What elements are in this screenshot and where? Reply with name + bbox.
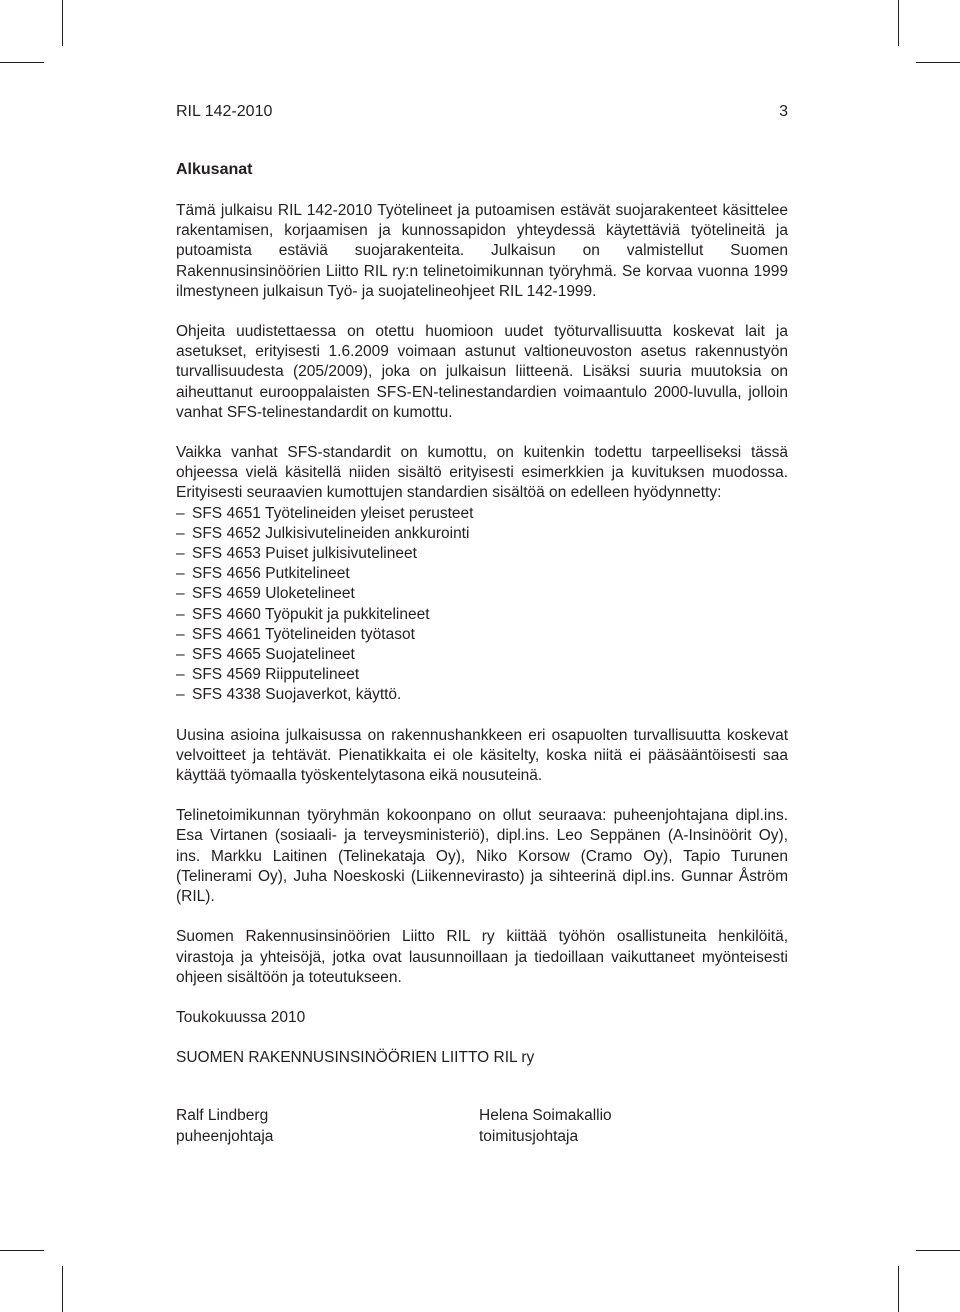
signer-name: Ralf Lindberg [176,1107,269,1125]
dash-bullet: – [176,565,185,583]
dash-bullet: – [176,585,185,603]
signer-name: Helena Soimakallio [479,1107,612,1125]
page-number: 3 [779,103,788,120]
list-item: – SFS 4338 Suojaverkot, käyttö. [176,685,788,705]
signer-role: toimitusjohtaja [479,1127,579,1145]
paragraph-new-topics: Uusina asioina julkaisussa on rakennushankkeen eri osapuolten turvallisuutta koskevat velvoitteet ja tehtävät. Pienatikkaita ei ole käsitelty, koska niitä ei pääsääntöisesti saa käyttää työmaalla työskentelytasona eikä nousuteinä. [176,726,788,785]
dash-bullet: – [176,605,185,623]
paragraph-intro: Tämä julkaisu RIL 142-2010 Työtelineet ja putoamisen estävät suojarakenteet käsittelee rakentamisen, korjaamisen ja kunnossapidon yhteydessä käytettäviä työtelineitä ja putoamista estäviä suojarakenteita. Julkaisun on valmistellut Suomen Rakennusinsinöörien Liitto RIL ry:n telinetoimikunnan työryhmä. Se korvaa vuonna 1999 ilmestyneen julkaisun Työ- ja suojatelineohjeet RIL 142-1999. [176,202,788,300]
crop-mark-bottom-right [898,1266,899,1312]
crop-mark-bottom-left [62,1266,63,1312]
signer-role: puheenjohtaja [176,1127,274,1145]
crop-mark-top-right-h [916,62,960,63]
closing-organization: SUOMEN RAKENNUSINSINÖÖRIEN LIITTO RIL ry [176,1049,535,1067]
list-item: – SFS 4665 Suojatelineet [176,645,788,665]
list-item: – SFS 4653 Puiset julkisivutelineet [176,544,788,564]
paragraph-updates: Ohjeita uudistettaessa on otettu huomioon uudet työturvallisuutta koskevat lait ja asetukset, erityisesti 1.6.2009 voimaan astunut valtioneuvoston asetus rakennustyön turvallisuudesta (205/2009), joka on julkaisun liitteenä. Lisäksi suuria muutoksia on aiheuttanut eurooppalaisten SFS-EN-telinestandardien voimaantulo 2000-luvulla, jolloin vanhat SFS-telinestandardit on kumottu. [176,323,788,421]
crop-mark-top-right [898,0,899,46]
crop-mark-bottom-right-h [916,1250,960,1251]
crop-mark-bottom-left-h [0,1250,44,1251]
list-item: – SFS 4652 Julkisivutelineiden ankkurointi [176,524,788,544]
dash-bullet: – [176,646,185,664]
list-item: – SFS 4651 Työtelineiden yleiset perusteet [176,504,788,524]
standards-list [176,504,788,706]
signer-director [479,1106,782,1146]
crop-mark-top-left [62,0,63,46]
dash-bullet: – [176,666,185,684]
crop-mark-top-left-h [0,62,44,63]
publication-code: RIL 142-2010 [176,103,273,120]
list-item: – SFS 4660 Työpukit ja pukkitelineet [176,605,788,625]
dash-bullet: – [176,524,185,542]
dash-bullet: – [176,625,185,643]
paragraph-thanks: Suomen Rakennusinsinöörien Liitto RIL ry kiittää työhön osallistuneita henkilöitä, virastoja ja yhteisöjä, jotka ovat lausunnoillaan ja tiedoillaan vaikuttaneet myönteisesti ohjeen sisältöön ja toteutukseen. [176,928,788,986]
dash-bullet: – [176,504,185,522]
closing-date: Toukokuussa 2010 [176,1008,306,1026]
signer-chair [176,1106,479,1146]
list-item: – SFS 4659 Uloketelineet [176,584,788,604]
list-item: – SFS 4656 Putkitelineet [176,564,788,584]
paragraph-standards-intro: Vaikka vanhat SFS-standardit on kumottu, on kuitenkin todettu tarpeelliseksi tässä ohjeessa vielä käsitellä niiden sisältö erityisesti esimerkkien ja kuvituksen muodossa. Erityisesti seuraavien kumottujen standardien sisältöä on edelleen hyödynnetty: [176,444,788,502]
paragraph-working-group: Telinetoimikunnan työryhmän kokoonpano on ollut seuraava: puheenjohtajana dipl.ins. Esa Virtanen (sosiaali- ja terveysministeriö), dipl.ins. Leo Seppänen (A-Insinöörit Oy), ins. Markku Laitinen (Telinekataja Oy), Niko Korsow (Cramo Oy), Tapio Turunen (Telinerami Oy), Juha Noeskoski (Liikennevirasto) ja sihteerinä dipl.ins. Gunnar Åström (RIL). [176,807,788,906]
list-item: – SFS 4661 Työtelineiden työtasot [176,625,788,645]
signature-block [176,1106,788,1146]
page-header [176,102,788,122]
dash-bullet: – [176,686,185,704]
document-body [176,201,788,1147]
dash-bullet: – [176,545,185,563]
list-item: – SFS 4569 Riipputelineet [176,665,788,685]
page-title: Alkusanat [176,161,253,178]
